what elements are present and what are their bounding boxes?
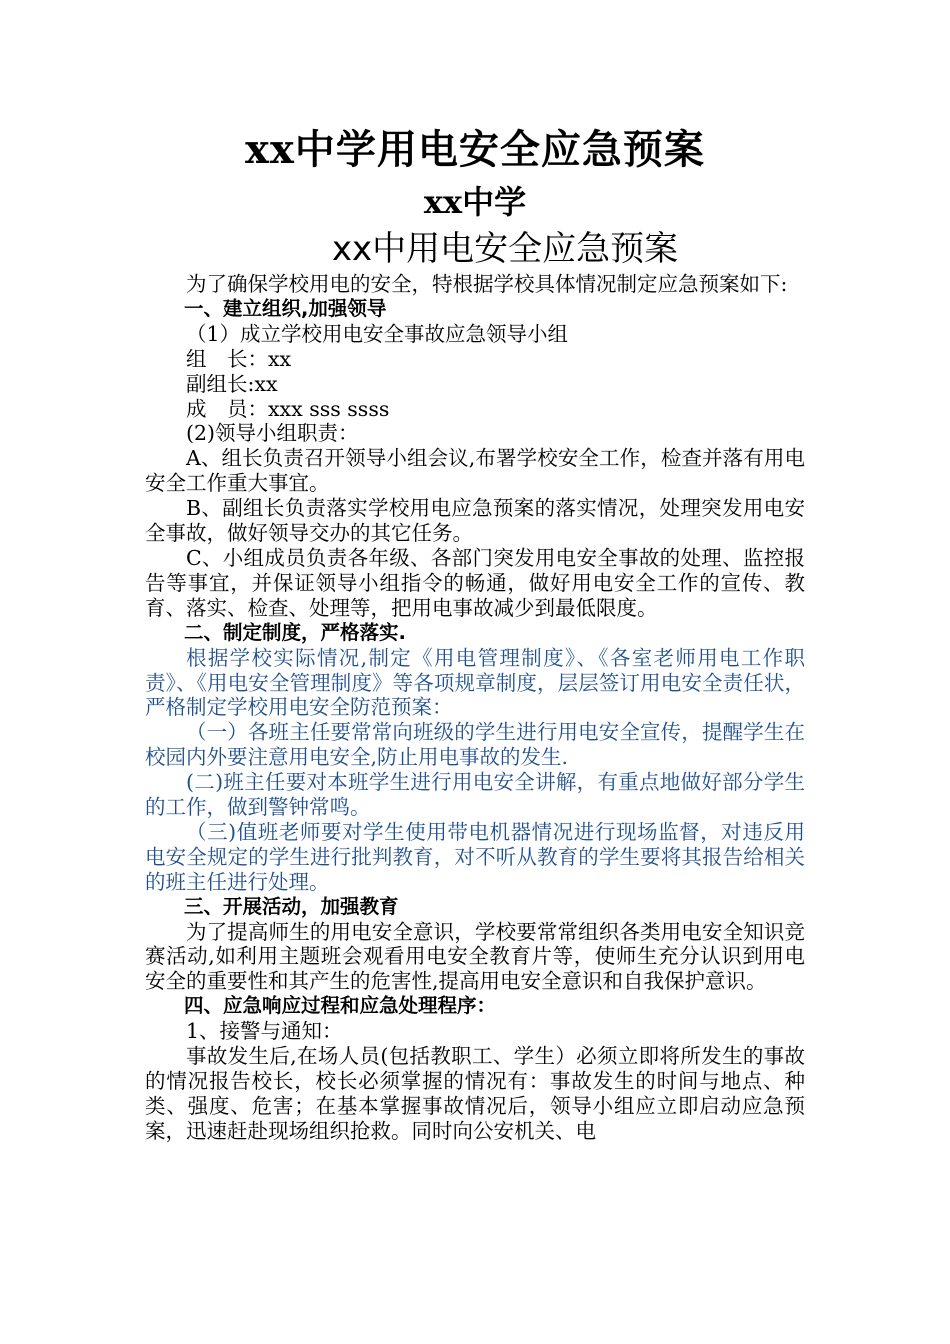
paragraph: (二)班主任要对本班学生进行用电安全讲解，有重点地做好部分学生的工作，做到警钟常鸣。 [145,770,805,820]
document-subtitle: xx中学 [423,183,527,221]
paragraph: 副组长:xx [186,371,278,396]
document-body [145,272,805,1144]
paragraph: (2)领导小组职责： [186,421,359,446]
paragraph: 事故发生后,在场人员(包括教职工、学生）必须立即将所发生的事故的情况报告校长，校长必须掌握的情况有：事故发生的时间与地点、种类、强度、危害；在基本掌握事故情况后，领导小组应立即启动应急预案，迅速赶赴现场组织抢救。同时向公安机关、电 [145,1044,805,1143]
section-heading: 二、制定制度，严格落实. [184,620,406,644]
section-heading: 四、应急响应过程和应急处理程序： [184,994,497,1018]
paragraph: （三)值班老师要对学生使用带电机器情况进行现场监督，对违反用电安全规定的学生进行批判教育，对不听从教育的学生要将其报告给相关的班主任进行处理。 [145,819,805,894]
paragraph: B、副组长负责落实学校用电应急预案的落实情况，处理突发用电安全事故，做好领导交办的其它任务。 [145,496,805,546]
document-third-title: xx中用电安全应急预案 [331,229,679,269]
paragraph: 为了确保学校用电的安全，特根据学校具体情况制定应急预案如下: [186,272,788,296]
paragraph: 根据学校实际情况,制定《用电管理制度》、《各室老师用电工作职责》、《用电安全管理制度》等各项规章制度，层层签订用电安全责任状，严格制定学校用电安全防范预案： [145,645,805,720]
paragraph: （1）成立学校用电安全事故应急领导小组 [186,321,569,346]
paragraph: （一）各班主任要常常向班级的学生进行用电安全宣传，提醒学生在校园内外要注意用电安全,防止用电事故的发生. [145,720,805,770]
paragraph: 为了提高师生的用电安全意识，学校要常常组织各类用电安全知识竞赛活动,如利用主题班会观看用电安全教育片等，使师生充分认识到用电安全的重要性和其产生的危害性,提高用电安全意识和自我保护意识。 [145,919,805,994]
paragraph: 1、接警与通知： [186,1019,343,1044]
section-heading: 三、开展活动，加强教育 [184,894,399,918]
paragraph: A、组长负责召开领导小组会议,布署学校安全工作，检查并落有用电安全工作重大事宜。 [145,446,805,496]
paragraph: 成 员：xxx sss ssss [186,396,390,421]
document-title: xx中学用电安全应急预案 [245,126,705,173]
section-heading: 一、建立组织,加强领导 [184,296,387,320]
paragraph: 组 长：xx [186,346,292,371]
paragraph: C、小组成员负责各年级、各部门突发用电安全事故的处理、监控报告等事宜，并保证领导小组指令的畅通，做好用电安全工作的宣传、教育、落实、检查、处理等，把用电事故减少到最低限度。 [145,545,805,620]
